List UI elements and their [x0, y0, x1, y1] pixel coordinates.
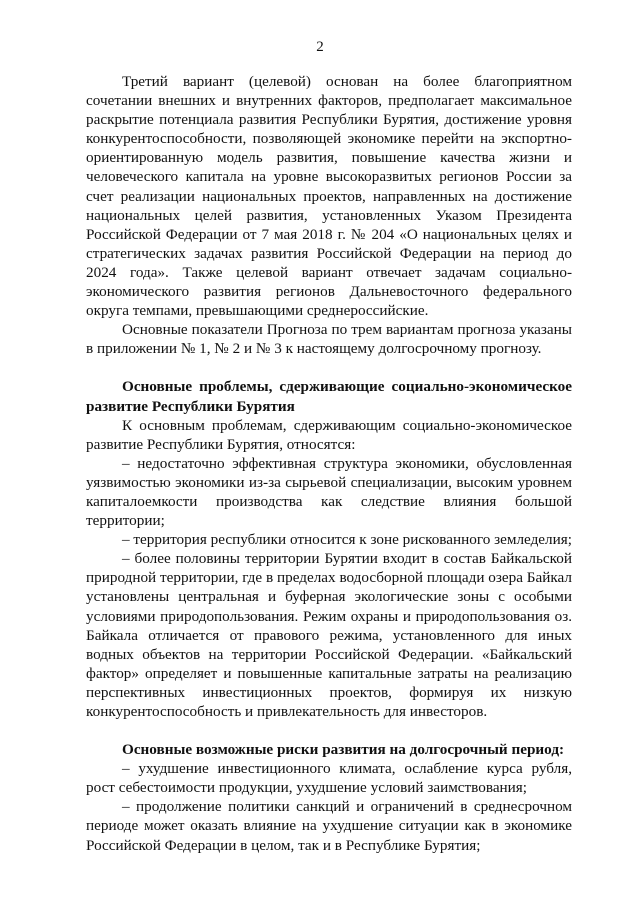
heading-problems: Основные проблемы, сдерживающие социально-экономическое развитие Республики Бурятия	[86, 378, 572, 415]
section-spacer	[86, 358, 572, 377]
problem-item: – территория республики относится к зоне рискованного земледелия;	[122, 531, 572, 549]
problems-intro: К основным проблемам, сдерживающим социально-экономическое развитие Республики Бурятия, относятся:	[86, 416, 572, 453]
paragraph-indicators: Основные показатели Прогноза по трем вариантам прогноза указаны в приложении № 1, № 2 и № 3 к настоящему долгосрочному прогнозу.	[86, 321, 572, 358]
risk-item: – продолжение политики санкций и ограничений в среднесрочном периоде может оказать влияние на ухудшение ситуации как в экономике Российской Федерации в целом, так и в Республике Бурятия;	[86, 798, 572, 854]
problem-item: – более половины территории Бурятии входит в состав Байкальской природной территории, где в пределах водосборной площади озера Байкал установлены центральная и буферная экологические зоны с особыми условиями природопользования. Режим охраны и природопользования оз. Байкала отличается от правового режима, установленного для иных водных объектов на территории Российской Федерации. «Байкальский фактор» определяет и повышенные капитальные затраты на реализацию перспективных инвестиционных проектов, формируя их низкую конкурентоспособность и привлекательность для инвесторов.	[86, 550, 572, 720]
problem-item: – недостаточно эффективная структура экономики, обусловленная уязвимостью экономики из-за сырьевой специализации, высоким уровнем капиталоемкости производства как следствие влияния большой территории;	[86, 454, 572, 530]
document-body	[86, 72, 572, 855]
paragraph-target-variant: Третий вариант (целевой) основан на более благоприятном сочетании внешних и внутренних факторов, предполагает максимальное раскрытие потенциала развития Республики Бурятия, достижение уровня конкурентоспособности, позволяющей экономике перейти на экспортно-ориентированную модель развития, повышение качества жизни и человеческого капитала на уровне высокоразвитых регионов России за счет реализации национальных проектов, направленных на достижение национальных целей развития, установленных Указом Президента Российской Федерации от 7 мая 2018 г. № 204 «О национальных целях и стратегических задачах развития Российской Федерации на период до 2024 года». Также целевой вариант отвечает задачам социально-экономического развития регионов Дальневосточного федерального округа темпами, превышающими среднероссийские.	[86, 73, 572, 320]
heading-risks: Основные возможные риски развития на долгосрочный период:	[122, 741, 565, 759]
risk-item: – ухудшение инвестиционного климата, ослабление курса рубля, рост себестоимости продукции, ухудшение условий заимствования;	[86, 760, 572, 797]
section-spacer	[86, 721, 572, 740]
page-number: 2	[316, 39, 324, 55]
